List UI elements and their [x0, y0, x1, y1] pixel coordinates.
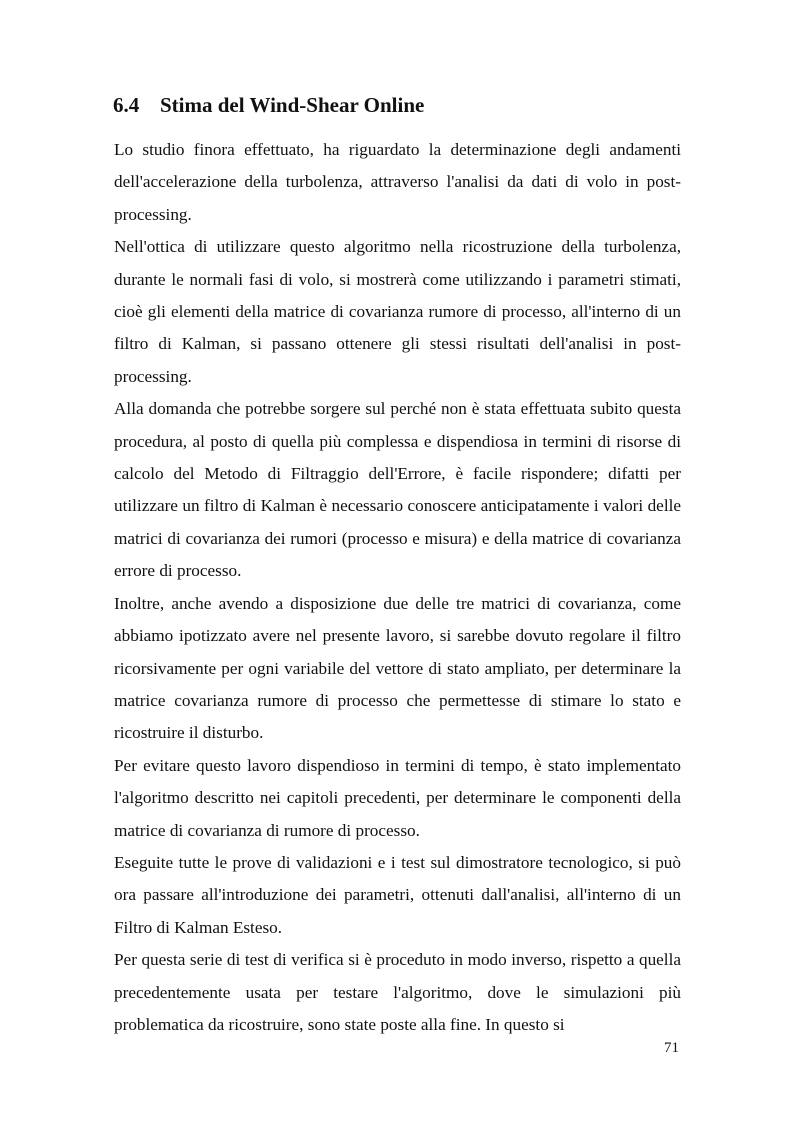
paragraph: Per questa serie di test di verifica si è proceduto in modo inverso, rispetto a quella precedentemente usata per testare l'algoritmo, dove le simulazioni più problematica da ricostruire, sono state poste alla fine. In questo si [114, 950, 681, 1034]
body-text [114, 134, 681, 1041]
paragraph: Inoltre, anche avendo a disposizione due delle tre matrici di covarianza, come abbiamo ipotizzato avere nel presente lavoro, si sarebbe dovuto regolare il filtro ricorsivamente per ogni variabile del vettore di stato ampliato, per determinare la matrice covarianza rumore di processo che permettesse di stimare lo stato e ricostruire il disturbo. [114, 593, 681, 743]
paragraph: Alla domanda che potrebbe sorgere sul perché non è stata effettuata subito questa procedura, al posto di quella più complessa e dispendiosa in termini di risorse di calcolo del Metodo di Filtraggio dell'Errore, è facile rispondere; difatti per utilizzare un filtro di Kalman è necessario conoscere anticipatamente i valori delle matrici di covarianza dei rumori (processo e misura) e della matrice di covarianza errore di processo. [114, 399, 681, 581]
section-title: Stima del Wind-Shear Online [160, 93, 425, 117]
section-heading [113, 93, 424, 118]
paragraph: Eseguite tutte le prove di validazioni e i test sul dimostratore tecnologico, si può ora passare all'introduzione dei parametri, ottenuti dall'analisi, all'interno di un Filtro di Kalman Esteso. [114, 852, 681, 937]
paragraph: Per evitare questo lavoro dispendioso in termini di tempo, è stato implementato l'algoritmo descritto nei capitoli precedenti, per determinare le componenti della matrice di covarianza di rumore di processo. [114, 755, 681, 840]
paragraph: Lo studio finora effettuato, ha riguardato la determinazione degli andamenti dell'accelerazione della turbolenza, attraverso l'analisi da dati di volo in post-processing. [114, 140, 681, 224]
section-number: 6.4 [113, 93, 140, 117]
paragraph: Nell'ottica di utilizzare questo algoritmo nella ricostruzione della turbolenza, durante le normali fasi di volo, si mostrerà come utilizzando i parametri stimati, cioè gli elementi della matrice di covarianza rumore di processo, all'interno di un filtro di Kalman, si passano ottenere gli stessi risultati dell'analisi in post-processing. [114, 237, 681, 386]
page-number: 71 [664, 1040, 679, 1056]
